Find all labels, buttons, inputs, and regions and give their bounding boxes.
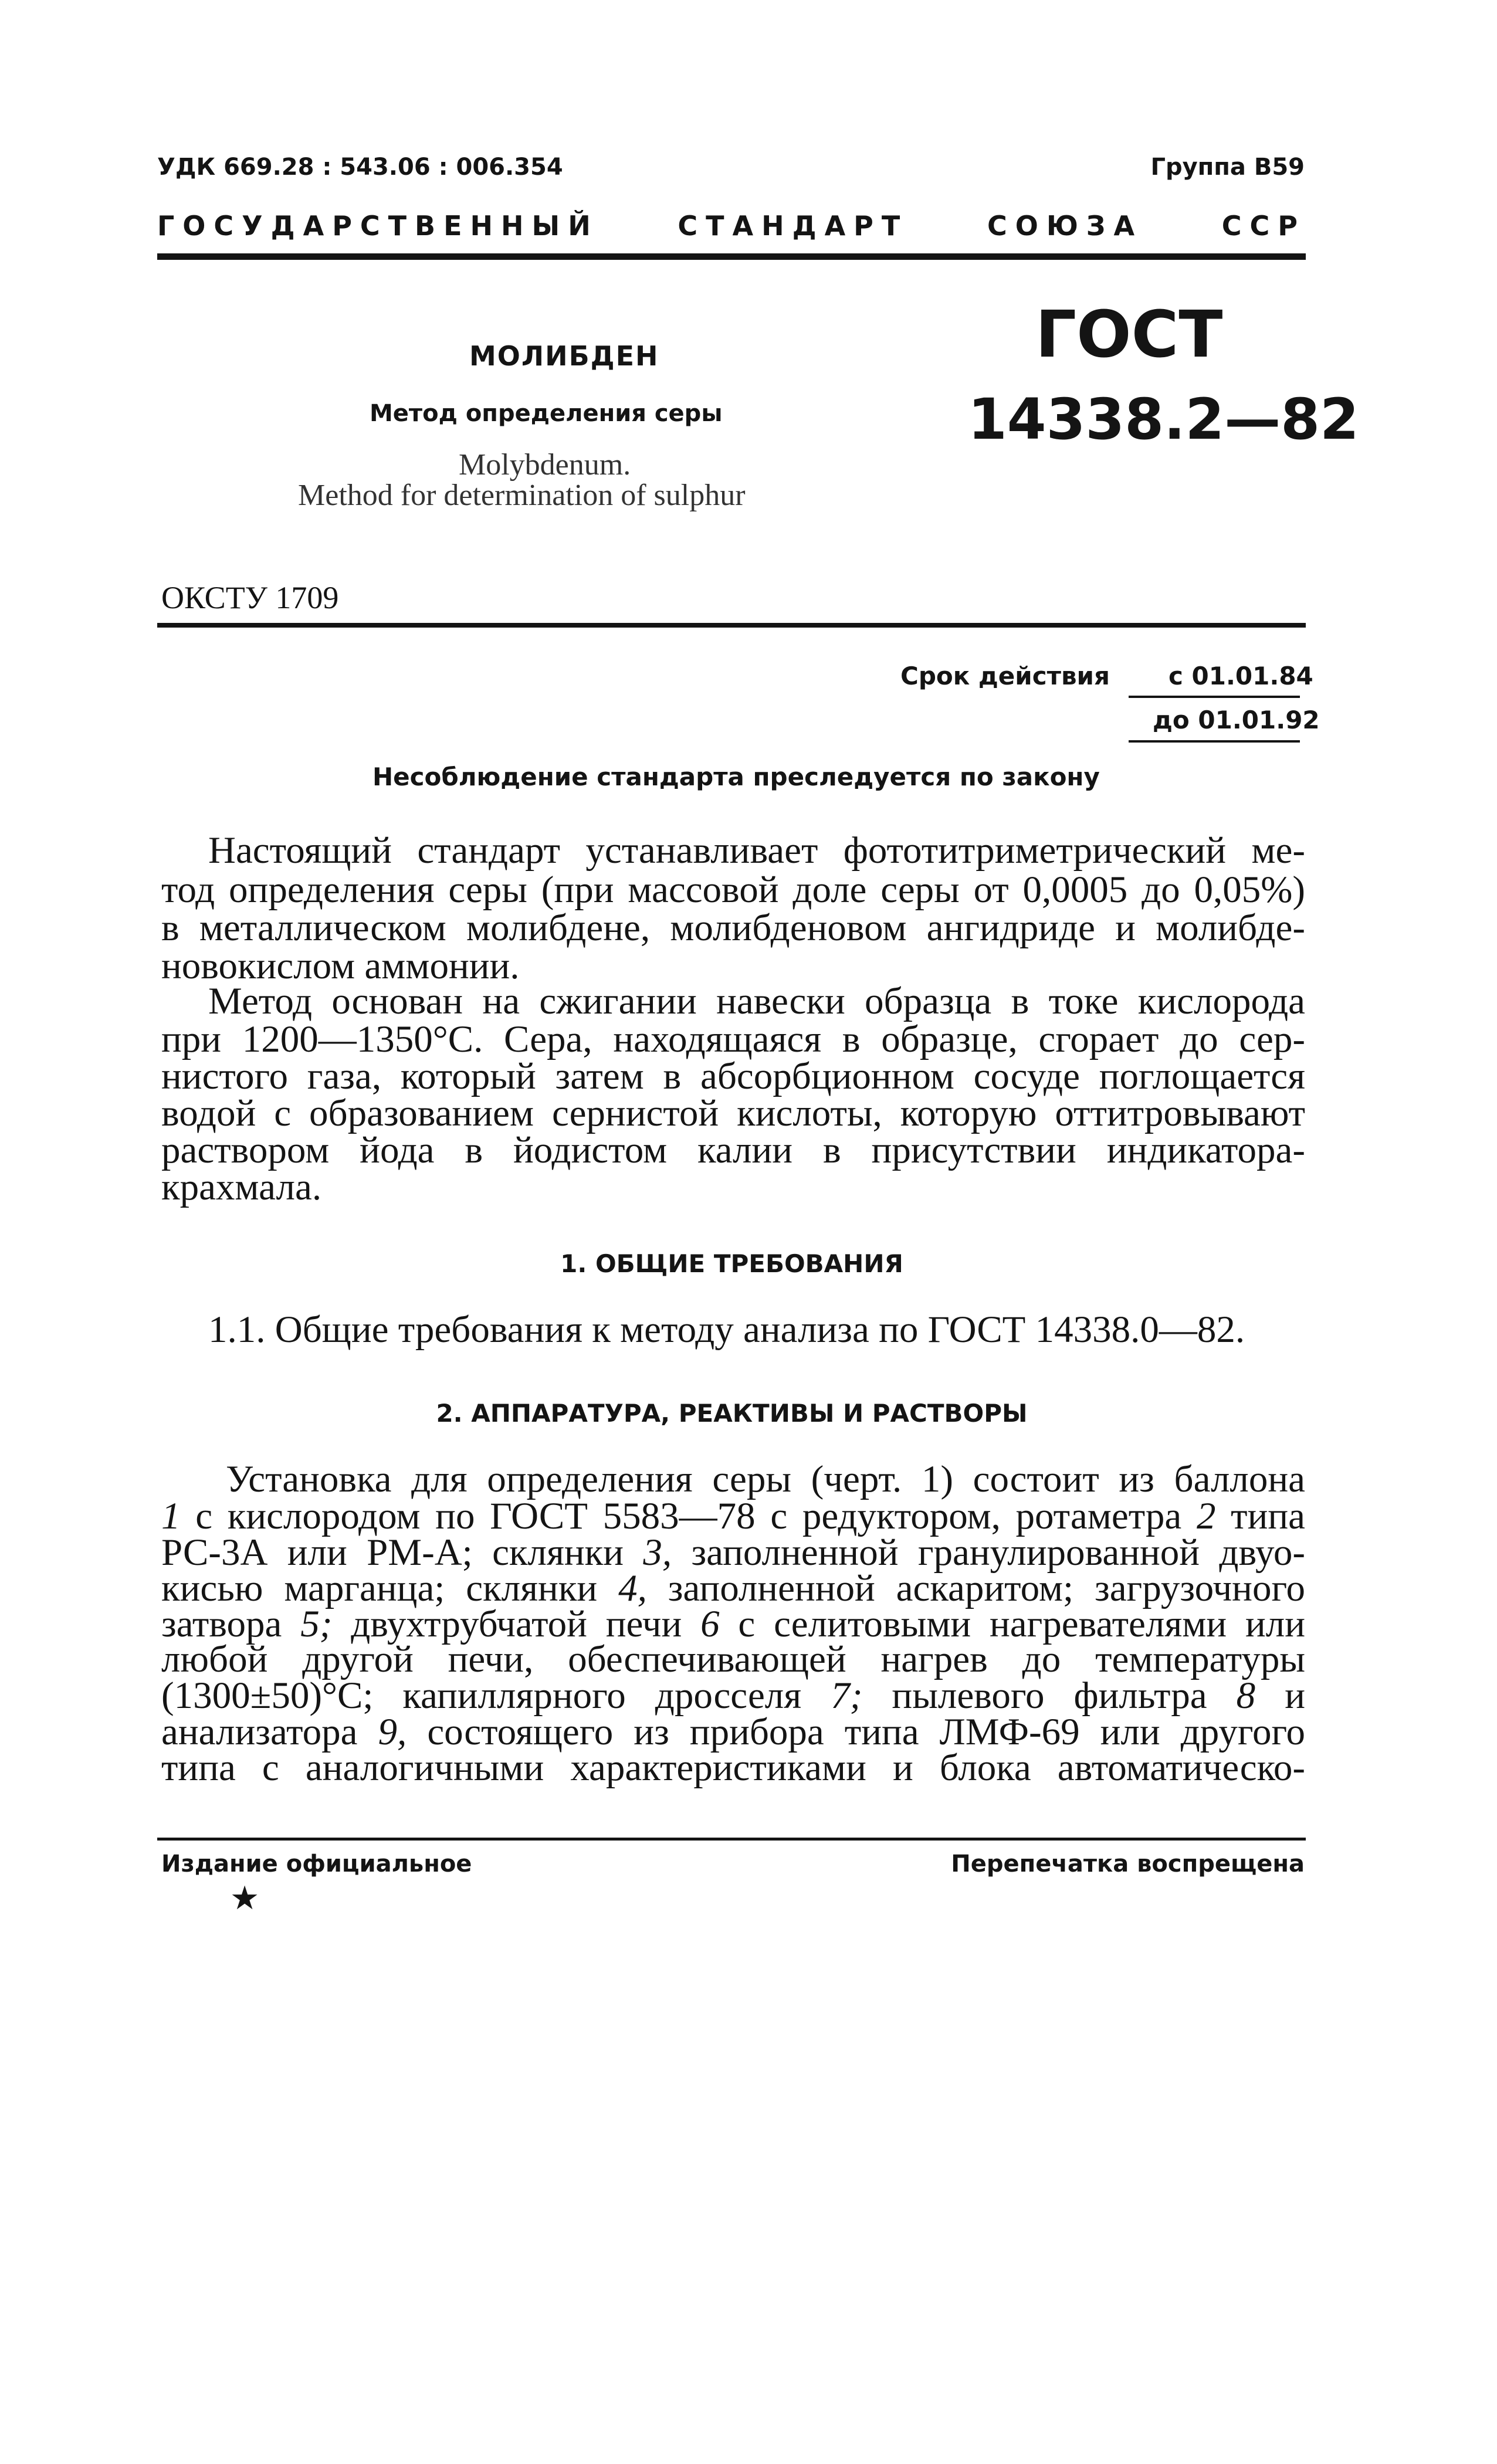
ref-throttle-7: 7; [831, 1675, 863, 1717]
intro-p2-line: Метод основан на сжигании навески образца в токе кислорода [208, 980, 1305, 1022]
section-2-line: затвора 5; двухтрубчатой печи 6 с селитовыми нагревателями или [161, 1603, 1306, 1645]
section-2-line: 1 с кислородом по ГОСТ 5583—78 с редуктором, ротаметра 2 типа [161, 1495, 1305, 1537]
validity-underline-2 [1129, 740, 1300, 743]
section-2-line: (1300±50)°С; капиллярного дросселя 7; пылевого фильтра 8 и [161, 1675, 1306, 1717]
gost-label: ГОСТ [1035, 297, 1223, 372]
document-title-en: Molybdenum. [459, 448, 631, 482]
title-block-rule [157, 623, 1306, 628]
intro-p2-line: крахмала. [161, 1166, 322, 1208]
document-title: МОЛИБДЕН [469, 340, 659, 372]
ref-gate-5: 5; [300, 1603, 333, 1645]
validity-underline-1 [1129, 696, 1300, 698]
intro-p1-line: Настоящий стандарт устанавливает фототитриметрический ме- [208, 829, 1305, 872]
okstu-code: ОКСТУ 1709 [161, 580, 339, 615]
ref-balloon-1: 1 [161, 1495, 181, 1537]
footer-official-edition: Издание официальное [161, 1850, 472, 1877]
section-2-line: кисью марганца; склянки 4, заполненной аскаритом; загрузочного [161, 1567, 1305, 1609]
intro-p2-line: раствором йода в йодистом калии в присутствии индикатора- [161, 1129, 1305, 1171]
section-2-line: любой другой печи, обеспечивающей нагрев до температуры [161, 1638, 1305, 1680]
validity-from: с 01.01.84 [1169, 662, 1313, 690]
ref-analyzer-9: 9, [378, 1711, 407, 1753]
header-thick-rule [157, 253, 1306, 260]
section-2-line: РС-3А или РМ-А; склянки 3, заполненной гранулированной двуо- [161, 1531, 1305, 1574]
footer-rule [157, 1838, 1306, 1841]
intro-p2-line: при 1200—1350°С. Сера, находящаяся в образце, сгорает до сер- [161, 1018, 1305, 1060]
ref-rotameter-2: 2 [1196, 1495, 1216, 1537]
intro-p2-line: водой с образованием сернистой кислоты, которую оттитровывают [161, 1092, 1305, 1134]
validity-label: Срок действия [900, 662, 1110, 690]
section-2-line: анализатора 9, состоящего из прибора типа ЛМФ-69 или другого [161, 1711, 1305, 1753]
law-notice: Несоблюдение стандарта преследуется по закону [372, 762, 1100, 791]
validity-to: до 01.01.92 [1153, 706, 1320, 734]
section-1-heading: 1. ОБЩИЕ ТРЕБОВАНИЯ [560, 1249, 903, 1278]
section-2-line: типа с аналогичными характеристиками и блока автоматическо- [161, 1747, 1305, 1789]
footer-reprint-prohibited: Перепечатка воспрещена [951, 1850, 1305, 1877]
ref-flask-4: 4, [618, 1567, 647, 1609]
intro-p1-line: в металлическом молибдене, молибденовом ангидриде и молибде- [161, 907, 1305, 949]
gost-number: 14338.2—82 [968, 387, 1359, 452]
section-2-line: Установка для определения серы (черт. 1) состоит из баллона [226, 1458, 1305, 1500]
ref-flask-3: 3, [643, 1531, 672, 1574]
udk-code: УДК 669.28 : 543.06 : 006.354 [157, 154, 563, 181]
section-1-text: 1.1. Общие требования к методу анализа по ГОСТ 14338.0—82. [208, 1309, 1245, 1351]
ref-filter-8: 8 [1236, 1675, 1256, 1717]
document-subtitle-en: Method for determination of sulphur [298, 479, 746, 512]
intro-p1-line: новокислом аммонии. [161, 945, 520, 987]
section-2-heading: 2. АППАРАТУРА, РЕАКТИВЫ И РАСТВОРЫ [436, 1399, 1028, 1428]
intro-p1-line: тод определения серы (при массовой доле серы от 0,0005 до 0,05%) [161, 869, 1305, 911]
intro-p2-line: нистого газа, который затем в абсорбционном сосуде поглощается [161, 1055, 1305, 1097]
star-icon: ★ [230, 1879, 260, 1917]
ref-furnace-6: 6 [700, 1603, 720, 1645]
group-code: Группа В59 [1150, 154, 1305, 181]
state-standard-banner: ГОСУДАРСТВЕННЫЙ СТАНДАРТ СОЮЗА ССР [157, 210, 1306, 242]
document-subtitle: Метод определения серы [370, 400, 723, 427]
